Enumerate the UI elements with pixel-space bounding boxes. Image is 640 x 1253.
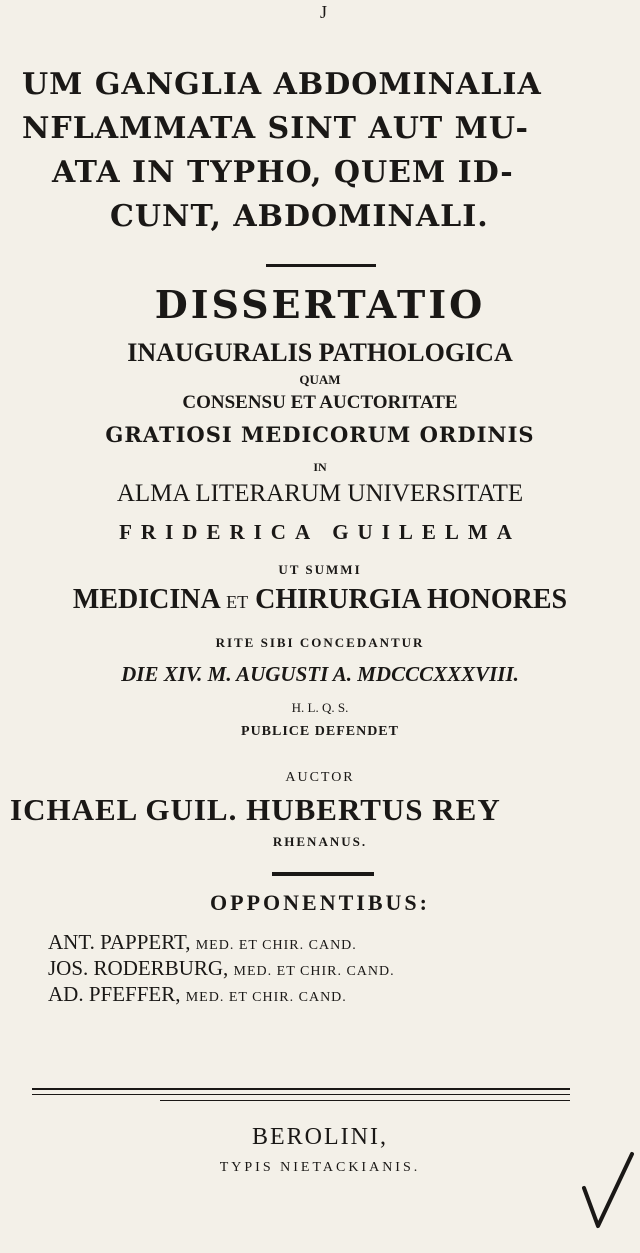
author-name: ICHAEL GUIL. HUBERTUS REY: [10, 792, 501, 827]
consensu-line: CONSENSU ET AUCTORITATE: [182, 392, 458, 413]
friderica-line: FRIDERICA GUILELMA: [119, 520, 521, 544]
medicina-word: MEDICINA: [72, 584, 220, 615]
opponent-name: JOS. RODERBURG,: [48, 956, 229, 980]
die-line: DIE XIV. M. AUGUSTI A. MDCCCXXXVIII.: [121, 662, 519, 686]
separator-rule-4: [160, 1100, 570, 1101]
quam-line: QUAM: [299, 372, 341, 387]
medicina-line: [0, 584, 640, 616]
separator-rule-2: [32, 1088, 570, 1090]
alma-line: ALMA LITERARUM UNIVERSITATE: [116, 480, 524, 507]
auctor-line: AUCTOR: [285, 770, 355, 785]
separator-rule-3: [32, 1094, 570, 1095]
chirurgia-word: CHIRURGIA HONORES: [255, 584, 568, 615]
ink-mark-top: J: [320, 2, 328, 22]
in-line: IN: [313, 460, 327, 474]
title-line-3: ATA IN TYPHO, QUEM ID-: [52, 155, 514, 190]
gratiosi-line: GRATIOSI MEDICORUM ORDINIS: [105, 422, 535, 447]
hlqs-line: H. L. Q. S.: [291, 700, 349, 715]
title-rule: [266, 264, 376, 267]
title-line-4: CUNT, ABDOMINALI.: [110, 199, 489, 234]
separator-rule-1: [272, 872, 374, 876]
opponent-row: [48, 930, 640, 955]
title-line-1: UM GANGLIA ABDOMINALIA: [22, 67, 542, 102]
printer-line: TYPIS NIETACKIANIS.: [219, 1160, 421, 1175]
rite-line: RITE SIBI CONCEDANTUR: [215, 635, 425, 650]
opponent-row: [48, 982, 640, 1007]
opponent-title: MED. ET CHIR. CAND.: [195, 938, 357, 953]
opponentibus-heading: OPPONENTIBUS:: [210, 890, 430, 915]
opponent-row: [48, 956, 640, 981]
opponent-title: MED. ET CHIR. CAND.: [233, 964, 395, 979]
publice-line: PUBLICE DEFENDET: [241, 724, 399, 739]
dissertatio-heading: DISSERTATIO: [154, 282, 486, 327]
et-word: ET: [226, 592, 249, 612]
check-mark-icon: [578, 1148, 638, 1238]
inaugural-line: INAUGURALIS PATHOLOGICA: [127, 338, 513, 367]
opponent-name: ANT. PAPPERT,: [48, 930, 191, 954]
opponent-title: MED. ET CHIR. CAND.: [185, 990, 347, 1005]
opponent-name: AD. PFEFFER,: [48, 982, 181, 1006]
ut-summi-line: UT SUMMI: [278, 562, 362, 577]
title-line-2: NFLAMMATA SINT AUT MU-: [22, 111, 529, 146]
rhenanus-line: RHENANUS.: [272, 834, 368, 849]
place-line: BEROLINI,: [252, 1124, 388, 1150]
